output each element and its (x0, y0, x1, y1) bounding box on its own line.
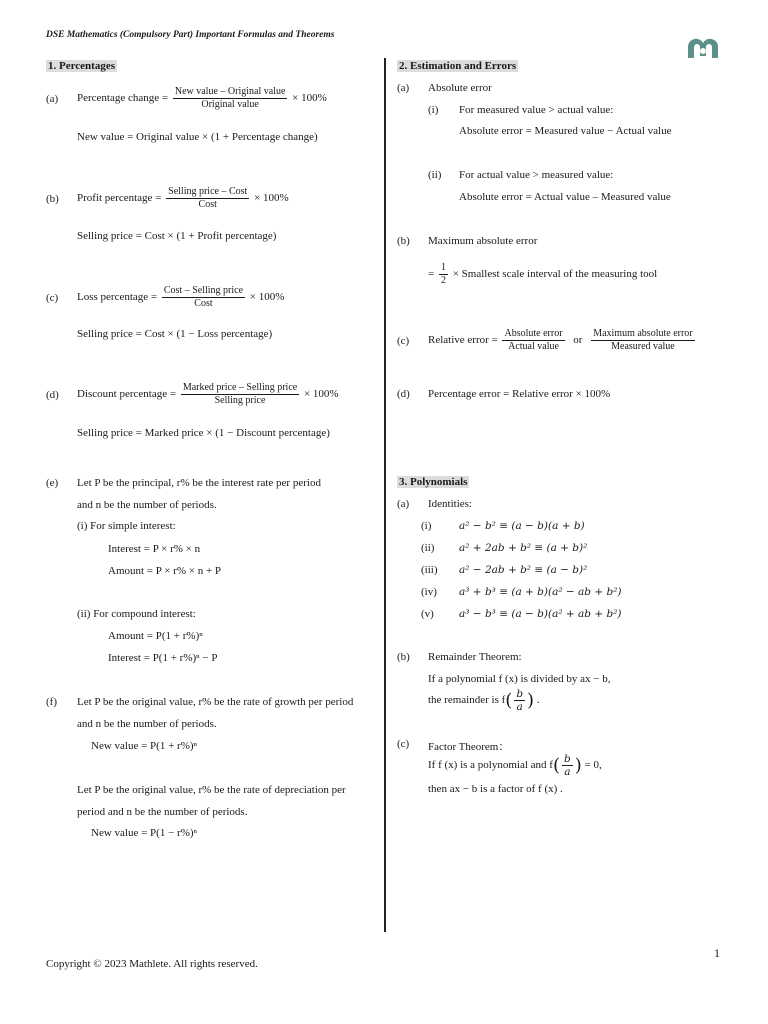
formula-prefix: Loss percentage = (77, 291, 158, 304)
section-percentages-title: 1. Percentages (48, 60, 115, 72)
fraction (181, 382, 299, 407)
percentage-error-formula: Percentage error = Relative error × 100% (428, 388, 611, 400)
interest-definition-line2: and n be the number of periods. (77, 499, 217, 511)
selling-price-discount-formula: Selling price = Marked price × (1 − Discount percentage) (77, 427, 330, 439)
formula-prefix: Discount percentage = (77, 388, 177, 401)
compound-amount-formula: Amount = P(1 + r%)ⁿ (108, 630, 203, 642)
new-value-formula: New value = Original value × (1 + Percentage change) (77, 131, 318, 143)
or-text: or (573, 334, 583, 347)
discount-percentage-formula (77, 382, 339, 407)
fraction (502, 328, 564, 353)
item-label-c: (c) (397, 335, 410, 347)
relative-error-formula (428, 328, 697, 353)
profit-percentage-formula (77, 186, 289, 211)
formula-suffix: × 100% (303, 388, 339, 401)
maximum-absolute-error-title: Maximum absolute error (428, 235, 538, 247)
factor-theorem-line2: then ax − b is a factor of f (x) . (428, 783, 563, 795)
section-polynomials-title: 3. Polynomials (399, 476, 468, 488)
section-estimation-title: 2. Estimation and Errors (399, 60, 517, 72)
absolute-error-title: Absolute error (428, 82, 492, 94)
numerator: Cost – Selling price (163, 285, 244, 296)
denominator: Original value (201, 99, 259, 110)
remainder-theorem-line2 (428, 688, 540, 713)
denominator: Measured value (611, 341, 675, 352)
fraction (562, 753, 573, 778)
identity-formula: a² − 2ab + b² ≡ (a − b)² (459, 564, 588, 576)
item-label-b: (b) (46, 193, 59, 205)
identity-formula: a² − b² ≡ (a − b)(a + b) (459, 520, 585, 532)
identity-formula: a³ + b³ ≡ (a + b)(a² − ab + b²) (459, 586, 622, 598)
depreciation-definition-line1: Let P be the original value, r% be the rate of depreciation per (77, 784, 346, 796)
right-paren: ) (527, 690, 535, 711)
fraction (439, 262, 448, 287)
item-label-f: (f) (46, 696, 57, 708)
equals-sign: = (428, 268, 435, 281)
simple-amount-formula: Amount = P × r% × n + P (108, 565, 222, 577)
text-suffix: = 0, (584, 759, 602, 772)
item-label-d: (d) (46, 389, 59, 401)
fraction (162, 285, 245, 310)
left-paren: ( (505, 690, 513, 711)
identity-label: (iii) (421, 564, 438, 576)
interest-definition-line1: Let P be the principal, r% be the interest rate per period (77, 477, 321, 489)
left-paren: ( (552, 755, 560, 776)
loss-percentage-formula (77, 285, 284, 310)
numerator: 1 (440, 262, 446, 273)
numerator: Selling price – Cost (168, 186, 248, 197)
simple-interest-formula: Interest = P × r% × n (108, 543, 201, 555)
numerator: Absolute error (504, 328, 563, 339)
fraction (591, 328, 694, 353)
formula-prefix: Profit percentage = (77, 192, 162, 205)
item-label-e: (e) (46, 477, 59, 489)
remainder-theorem-line1: If a polynomial f (x) is divided by ax − b, (428, 673, 611, 685)
growth-definition-line2: and n be the number of periods. (77, 718, 217, 730)
identity-label: (v) (421, 608, 434, 620)
numerator: New value – Original value (174, 86, 286, 97)
item-label-c: (c) (46, 292, 59, 304)
absolute-error-formula-2: Absolute error = Actual value – Measured value (459, 191, 671, 203)
depreciation-definition-line2: period and n be the number of periods. (77, 806, 248, 818)
formula-suffix: × Smallest scale interval of the measuring tool (452, 268, 658, 281)
denominator: 2 (440, 275, 446, 286)
factor-theorem-line1 (428, 753, 602, 778)
numerator: b (563, 753, 571, 765)
right-paren: ) (574, 755, 582, 776)
percentage-change-formula (77, 86, 327, 111)
identity-label: (i) (421, 520, 432, 532)
absolute-error-formula-1: Absolute error = Measured value − Actual value (459, 125, 672, 137)
selling-price-profit-formula: Selling price = Cost × (1 + Profit percentage) (77, 230, 277, 242)
numerator: Maximum absolute error (593, 328, 693, 339)
formula-suffix: × 100% (254, 192, 289, 205)
growth-new-value-formula: New value = P(1 + r%)ⁿ (91, 740, 197, 752)
item-label-b: (b) (397, 235, 410, 247)
compound-interest-heading: (ii) For compound interest: (77, 608, 196, 620)
mathlete-logo-icon (684, 34, 722, 60)
factor-theorem-title: Factor Theorem： (428, 741, 510, 753)
copyright-footer: Copyright © 2023 Mathlete. All rights reserved. (46, 958, 258, 970)
numerator: Marked price – Selling price (182, 382, 298, 393)
selling-price-loss-formula: Selling price = Cost × (1 − Loss percentage) (77, 328, 273, 340)
depreciation-new-value-formula: New value = P(1 − r%)ⁿ (91, 827, 197, 839)
item-label-d: (d) (397, 388, 410, 400)
fraction (166, 186, 249, 211)
fraction (173, 86, 288, 111)
document-header-title: DSE Mathematics (Compulsory Part) Important Formulas and Theorems (46, 30, 335, 40)
fraction (514, 688, 525, 713)
simple-interest-heading: (i) For simple interest: (77, 520, 176, 532)
denominator: a (516, 701, 523, 713)
numerator: b (516, 688, 524, 700)
denominator: Selling price (214, 395, 266, 406)
actual-greater-condition: For actual value > measured value: (459, 169, 614, 181)
denominator: a (564, 766, 571, 778)
compound-interest-formula: Interest = P(1 + r%)ⁿ − P (108, 652, 218, 664)
page-number: 1 (714, 946, 720, 960)
text-suffix: . (536, 694, 540, 707)
growth-definition-line1: Let P be the original value, r% be the rate of growth per period (77, 696, 354, 708)
identity-label: (ii) (421, 542, 435, 554)
denominator: Cost (194, 298, 213, 309)
formula-suffix: × 100% (292, 92, 327, 105)
formula-prefix: Percentage change = (77, 92, 169, 105)
identities-title: Identities: (428, 498, 472, 510)
item-label-c: (c) (397, 738, 410, 750)
formula-suffix: × 100% (249, 291, 285, 304)
item-label-a: (a) (397, 82, 410, 94)
identity-formula: a³ − b³ ≡ (a − b)(a² + ab + b²) (459, 608, 622, 620)
measured-greater-condition: For measured value > actual value: (459, 104, 614, 116)
identity-formula: a² + 2ab + b² ≡ (a + b)² (459, 542, 588, 554)
subitem-label-i: (i) (428, 104, 439, 116)
column-divider (384, 58, 386, 932)
denominator: Actual value (508, 341, 559, 352)
text-prefix: If f (x) is a polynomial and f (428, 759, 553, 772)
item-label-a: (a) (46, 93, 59, 105)
item-label-b: (b) (397, 651, 410, 663)
item-label-a: (a) (397, 498, 410, 510)
subitem-label-ii: (ii) (428, 169, 442, 181)
denominator: Cost (198, 199, 217, 210)
maximum-absolute-error-formula (428, 262, 657, 287)
remainder-theorem-title: Remainder Theorem: (428, 651, 522, 663)
identity-label: (iv) (421, 586, 437, 598)
text-prefix: the remainder is f (428, 694, 506, 707)
formula-prefix: Relative error = (428, 334, 498, 347)
